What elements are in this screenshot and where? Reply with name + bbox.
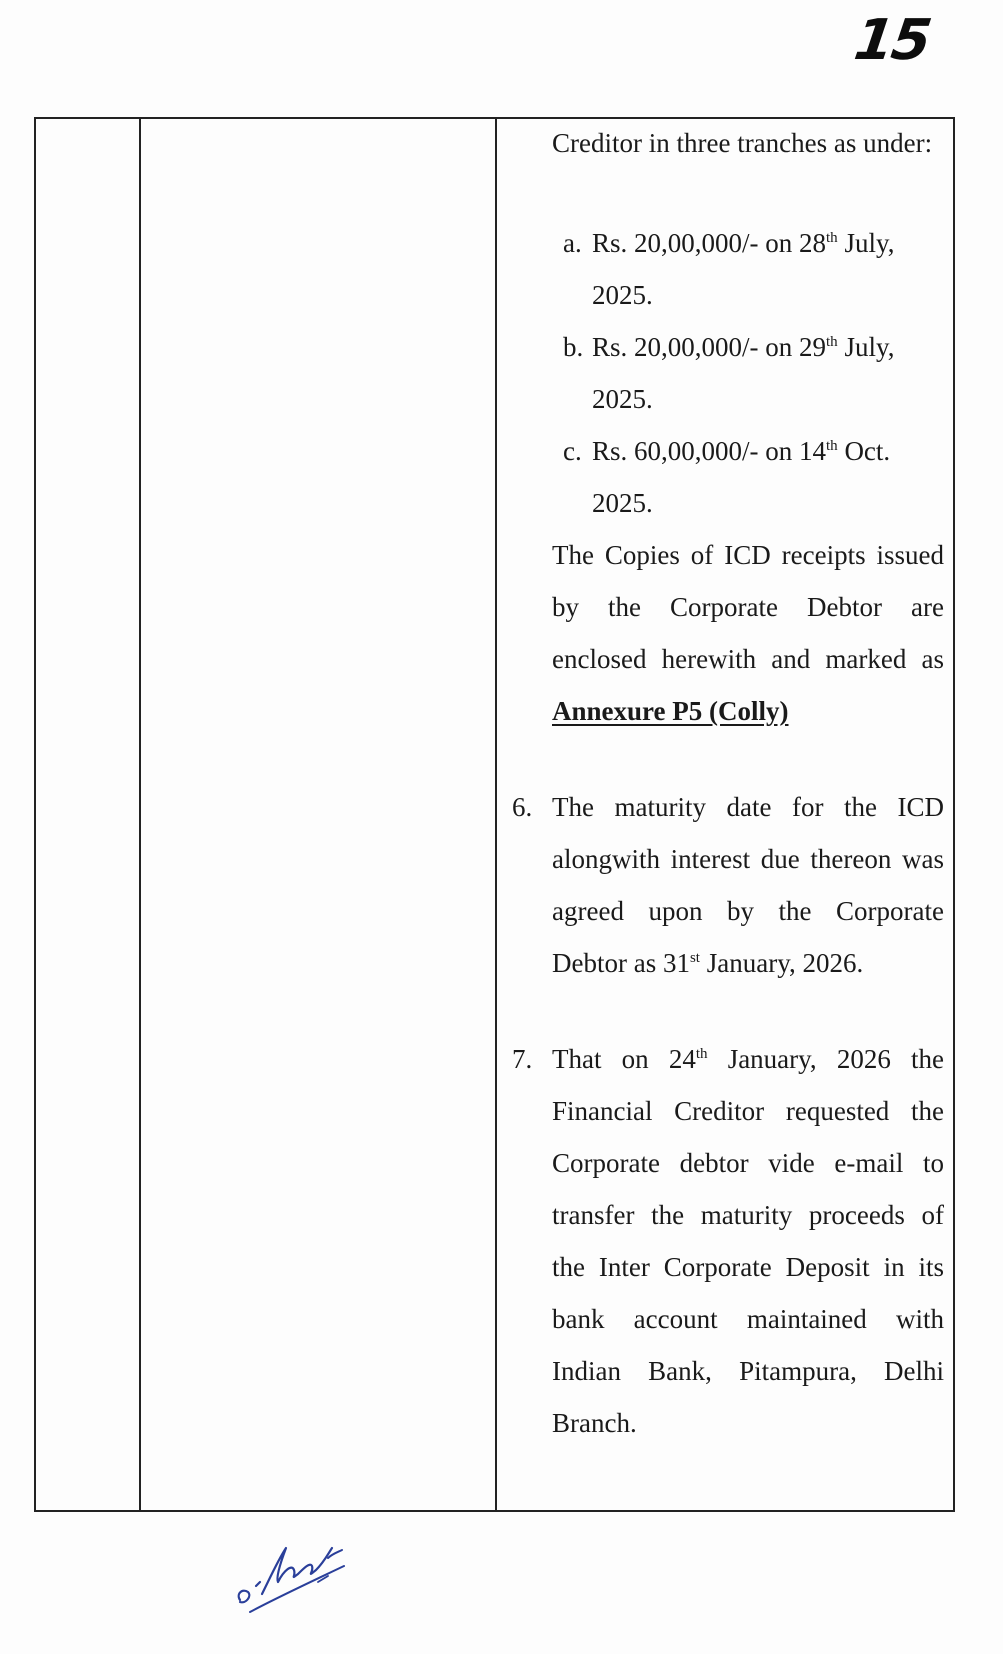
paragraph-text	[552, 781, 944, 989]
tranche-text	[592, 425, 944, 529]
page-number: 15	[850, 8, 934, 73]
paragraph-text-part: January, 2026.	[699, 948, 864, 978]
intro-paragraph: Creditor in three tranches as under:	[552, 128, 933, 158]
table-cell-right	[512, 117, 944, 1449]
table-column-divider-1	[139, 117, 141, 1512]
tranche-amount: Rs. 20,00,000/- on 28	[592, 228, 827, 258]
paragraph-7	[512, 1033, 944, 1449]
tranche-marker: a.	[563, 228, 582, 258]
spacer	[512, 737, 944, 781]
spacer	[512, 169, 944, 217]
tranche-text	[592, 321, 944, 425]
tranche-item	[512, 425, 944, 529]
paragraph-text-part: January, 2026 the Financial Creditor requested the Corporate debtor vide e-mail to transfer the maturity proceeds of the Inter Corporate Deposit in its bank account maintained with Indian Bank, Pitampura, Delhi Branch.	[552, 1044, 944, 1438]
tranche-text	[592, 217, 944, 321]
paragraph-text-part: The maturity date for the ICD alongwith interest due thereon was agreed upon by the Corporate Debtor as 31	[552, 792, 944, 978]
annexure-paragraph	[512, 529, 944, 737]
tranche-marker: c.	[563, 436, 582, 466]
paragraph-number: 7.	[512, 1044, 533, 1074]
annexure-text: The Copies of ICD receipts issued by the Corporate Debtor are enclosed herewith and marked as	[552, 540, 944, 674]
paragraph-text	[552, 1033, 944, 1449]
tranche-item	[512, 217, 944, 321]
tranche-year: 2025.	[592, 384, 653, 414]
tranche-year: 2025.	[592, 488, 653, 518]
paragraph-text-part: That on 24	[552, 1044, 696, 1074]
tranche-month: July,	[837, 332, 895, 362]
ordinal-suffix: th	[695, 1046, 708, 1062]
ordinal-suffix: st	[689, 950, 700, 966]
tranche-year: 2025.	[592, 280, 653, 310]
tranche-marker: b.	[563, 332, 584, 362]
tranche-month: Oct.	[837, 436, 891, 466]
paragraph-6	[512, 781, 944, 989]
annexure-label: Annexure P5 (Colly)	[552, 696, 789, 726]
paragraph-number: 6.	[512, 792, 533, 822]
ordinal-suffix: th	[826, 230, 838, 246]
tranche-item	[512, 321, 944, 425]
ordinal-suffix: th	[826, 438, 838, 454]
spacer	[512, 989, 944, 1033]
handwritten-signature	[232, 1508, 352, 1618]
tranche-month: July,	[837, 228, 895, 258]
table-column-divider-2	[495, 117, 497, 1512]
tranche-amount: Rs. 60,00,000/- on 14	[592, 436, 827, 466]
tranche-amount: Rs. 20,00,000/- on 29	[592, 332, 827, 362]
ordinal-suffix: th	[826, 334, 838, 350]
